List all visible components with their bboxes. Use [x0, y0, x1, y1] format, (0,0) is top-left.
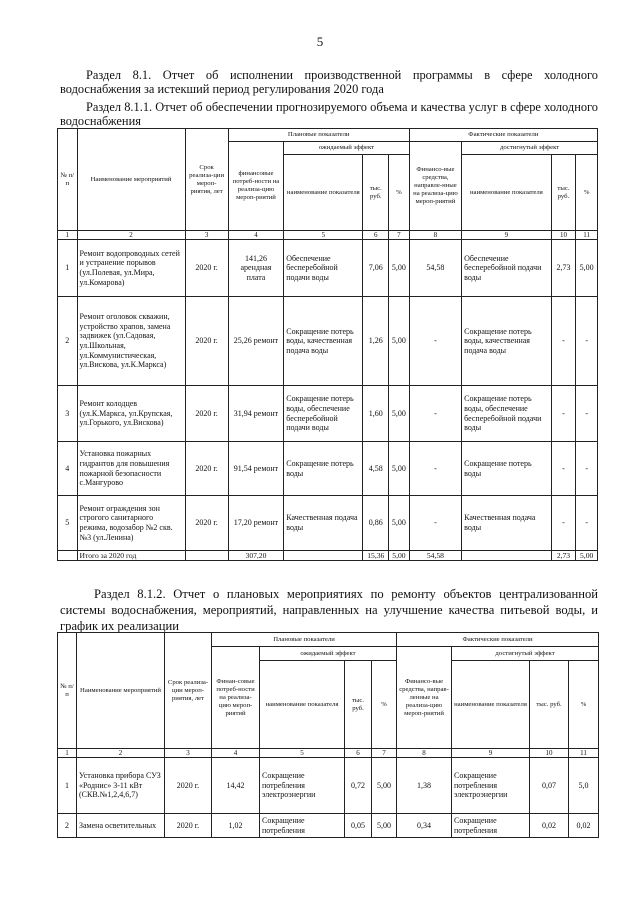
header-fact-fin: Финансо-вые средства, направ-ленные на реализа-цию мероп-риятий — [397, 647, 452, 749]
total-rub: 15,36 — [363, 551, 389, 561]
header-fact: Фактические показатели — [409, 129, 597, 142]
header-term: Срок реализа-ции мероп-риятия, лет — [185, 129, 228, 231]
col-number: 8 — [409, 231, 461, 240]
cell-term: 2020 г. — [185, 496, 228, 551]
cell-term: 2020 г. — [185, 240, 228, 297]
column-numbers-row — [58, 231, 598, 240]
col-number: 4 — [228, 231, 284, 240]
col-number: 11 — [576, 231, 598, 240]
table-row — [58, 240, 598, 297]
header-fact-percent: % — [576, 155, 598, 231]
cell-rub: 0,05 — [345, 814, 372, 838]
cell-plan-fin: 25,26 ремонт — [228, 297, 284, 386]
header-percent: % — [372, 661, 397, 749]
header-percent: % — [389, 155, 410, 231]
cell-num: 4 — [58, 442, 78, 496]
cell-num: 5 — [58, 496, 78, 551]
page-number: 5 — [316, 34, 324, 49]
col-number: 2 — [77, 231, 185, 240]
col-number: 3 — [185, 231, 228, 240]
cell-fact-indicator: Сокращение потребления электроэнергии — [452, 758, 530, 814]
header-thous-rub: тыс. руб. — [345, 661, 372, 749]
cell-num: 2 — [58, 814, 77, 838]
col-number: 9 — [452, 749, 530, 758]
col-number: 11 — [569, 749, 599, 758]
cell-fact-rub: - — [551, 297, 576, 386]
header-fact-thous-rub: тыс. руб. — [530, 661, 569, 749]
col-number: 6 — [363, 231, 389, 240]
header-achieved: достигнутый эффект — [452, 647, 599, 661]
cell-num: 1 — [58, 758, 77, 814]
col-number: 1 — [58, 749, 77, 758]
cell-fact-indicator: Сокращение потерь воды — [462, 442, 551, 496]
header-fact-fin: Финансо-вые средства, направле-нные на реализа-цию мероп-риятий — [409, 142, 461, 231]
total-label: Итого за 2020 год — [77, 551, 185, 561]
table-row — [58, 442, 598, 496]
cell-plan-fin: 31,94 ремонт — [228, 386, 284, 442]
header-achieved: достигнутый эффект — [462, 142, 598, 155]
col-number: 3 — [165, 749, 212, 758]
header-num: № п/п — [58, 633, 77, 749]
col-number: 2 — [77, 749, 165, 758]
header-thous-rub: тыс. руб. — [363, 155, 389, 231]
cell-term: 2020 г. — [185, 442, 228, 496]
cell-indicator: Обеспечение бесперебойной подачи воды — [284, 240, 363, 297]
total-row — [58, 551, 598, 561]
table-8-1-1 — [57, 128, 598, 561]
header-indicator-name: наименование показателя — [260, 661, 345, 749]
col-number: 6 — [345, 749, 372, 758]
col-number: 5 — [260, 749, 345, 758]
cell-rub: 7,06 — [363, 240, 389, 297]
cell-pct: 5,00 — [389, 297, 410, 386]
cell-name: Установка пожарных гидрантов для повышения пожарной безопасности с.Мангурово — [77, 442, 185, 496]
cell-rub: 0,86 — [363, 496, 389, 551]
col-number: 9 — [462, 231, 551, 240]
table-row — [58, 814, 599, 838]
cell-fact-indicator: Сокращение потерь воды, качественная подача воды — [462, 297, 551, 386]
col-number: 5 — [284, 231, 363, 240]
total-fact-rub: 2,73 — [551, 551, 576, 561]
col-number: 7 — [389, 231, 410, 240]
header-fact-percent: % — [569, 661, 599, 749]
total-fact-pct: 5,00 — [576, 551, 598, 561]
cell-term: 2020 г. — [185, 386, 228, 442]
header-plan: Плановые показатели — [228, 129, 409, 142]
col-number: 1 — [58, 231, 78, 240]
total-plan-fin: 307,20 — [228, 551, 284, 561]
cell-rub: 4,58 — [363, 442, 389, 496]
cell-term: 2020 г. — [165, 814, 212, 838]
cell-rub: 1,26 — [363, 297, 389, 386]
cell-indicator: Сокращение потерь воды, качественная подача воды — [284, 297, 363, 386]
cell-name: Ремонт оголовок скважин, устройство храпов, замена задвижек (ул.Садовая, ул.Школьная, ул.Коммунистическая, ул.Вискова, ул.К.Маркса) — [77, 297, 185, 386]
cell-term: 2020 г. — [165, 758, 212, 814]
cell-indicator: Сокращение потерь воды — [284, 442, 363, 496]
header-expected: ожидаемый эффект — [284, 142, 409, 155]
cell-fact-pct: 0,02 — [569, 814, 599, 838]
header-expected: ожидаемый эффект — [260, 647, 397, 661]
cell-fact-pct: - — [576, 297, 598, 386]
cell-fact-rub: 0,02 — [530, 814, 569, 838]
cell-fact-fin: 0,34 — [397, 814, 452, 838]
cell-name: Ремонт ограждения зон строгого санитарного режима, водозабор №2 скв.№3 (ул.Ленина) — [77, 496, 185, 551]
col-number: 7 — [372, 749, 397, 758]
cell-name: Замена осветительных — [77, 814, 165, 838]
cell-fact-fin: 1,38 — [397, 758, 452, 814]
header-fact-indicator-name: наименование показателя — [452, 661, 530, 749]
total-pct: 5,00 — [389, 551, 410, 561]
cell-fact-fin: - — [409, 386, 461, 442]
cell-fact-rub: 2,73 — [551, 240, 576, 297]
cell-fact-fin: 54,58 — [409, 240, 461, 297]
cell-pct: 5,00 — [389, 386, 410, 442]
cell-name: Ремонт водопроводных сетей и устранение порывов (ул.Полевая, ул.Мира, ул.Комарова) — [77, 240, 185, 297]
section-8-1-1-heading: Раздел 8.1.1. Отчет об обеспечении прогнозируемого объема и качества услуг в сфере холодного водоснабжения — [60, 100, 598, 128]
table-row — [58, 496, 598, 551]
cell-fact-fin: - — [409, 496, 461, 551]
cell-fact-rub: - — [551, 386, 576, 442]
cell-indicator: Сокращение потребления электроэнергии — [260, 758, 345, 814]
cell-plan-fin: 91,54 ремонт — [228, 442, 284, 496]
header-indicator-name: наименование показателя — [284, 155, 363, 231]
cell-rub: 1,60 — [363, 386, 389, 442]
table-row — [58, 297, 598, 386]
header-name: Наименование мероприятий — [77, 633, 165, 749]
cell-pct: 5,00 — [372, 814, 397, 838]
table-row — [58, 758, 599, 814]
table-row — [58, 386, 598, 442]
cell-fact-indicator: Сокращение потерь воды, обеспечение бесперебойной подачи воды — [462, 386, 551, 442]
cell-name: Установка прибора СУЗ «Роднис» 3-11 кВт (СКВ.№1,2,4,6,7) — [77, 758, 165, 814]
cell-num: 3 — [58, 386, 78, 442]
cell-fact-pct: - — [576, 442, 598, 496]
table-8-1-2 — [57, 632, 599, 838]
cell-pct: 5,00 — [372, 758, 397, 814]
header-term: Срок реализа-ции мероп-риятия, лет — [165, 633, 212, 749]
header-fact-thous-rub: тыс. руб. — [551, 155, 576, 231]
cell-plan-fin: 17,20 ремонт — [228, 496, 284, 551]
col-number: 8 — [397, 749, 452, 758]
total-fact-fin: 54,58 — [409, 551, 461, 561]
cell-rub: 0,72 — [345, 758, 372, 814]
cell-plan-fin: 1,02 — [212, 814, 260, 838]
cell-fact-pct: - — [576, 496, 598, 551]
cell-plan-fin: 14,42 — [212, 758, 260, 814]
cell-fact-fin: - — [409, 297, 461, 386]
cell-plan-fin: 141,26 арендная плата — [228, 240, 284, 297]
header-num: № п/п — [58, 129, 78, 231]
cell-name: Ремонт колодцев (ул.К.Маркса, ул.Крупская, ул.Горького, ул.Вискова) — [77, 386, 185, 442]
cell-fact-pct: 5,00 — [576, 240, 598, 297]
section-8-1-2-heading: Раздел 8.1.2. Отчет о плановых мероприятиях по ремонту объектов централизованной системы водоснабжения, мероприятий, направленных на улучшение качества питьевой воды, и график их реализации — [60, 587, 598, 633]
cell-fact-indicator: Качественная подача воды — [462, 496, 551, 551]
cell-indicator: Сокращение потребления — [260, 814, 345, 838]
section-8-1-heading: Раздел 8.1. Отчет об исполнении производственной программы в сфере холодного водоснабжения за истекший период регулирования 2020 года — [60, 68, 598, 96]
cell-fact-indicator: Обеспечение бесперебойной подачи воды — [462, 240, 551, 297]
cell-fact-rub: 0,07 — [530, 758, 569, 814]
header-fact: Фактические показатели — [397, 633, 599, 647]
cell-fact-pct: 5,0 — [569, 758, 599, 814]
header-fact-indicator-name: наименование показателя — [462, 155, 551, 231]
cell-fact-pct: - — [576, 386, 598, 442]
header-plan-fin: финансовые потреб-ности на реализа-цию мероп-риятий — [228, 142, 284, 231]
cell-term: 2020 г. — [185, 297, 228, 386]
col-number: 4 — [212, 749, 260, 758]
col-number: 10 — [530, 749, 569, 758]
cell-fact-rub: - — [551, 496, 576, 551]
cell-fact-indicator: Сокращение потребления — [452, 814, 530, 838]
header-name: Наименование мероприятий — [77, 129, 185, 231]
header-plan: Плановые показатели — [212, 633, 397, 647]
col-number: 10 — [551, 231, 576, 240]
cell-indicator: Сокращение потерь воды, обеспечение бесперебойной подачи воды — [284, 386, 363, 442]
header-plan-fin: Финан-совые потреб-ности на реализа-цию мероп-риятий — [212, 647, 260, 749]
cell-pct: 5,00 — [389, 442, 410, 496]
cell-pct: 5,00 — [389, 496, 410, 551]
cell-num: 1 — [58, 240, 78, 297]
cell-fact-rub: - — [551, 442, 576, 496]
cell-fact-fin: - — [409, 442, 461, 496]
cell-pct: 5,00 — [389, 240, 410, 297]
cell-num: 2 — [58, 297, 78, 386]
cell-indicator: Качественная подача воды — [284, 496, 363, 551]
column-numbers-row — [58, 749, 599, 758]
